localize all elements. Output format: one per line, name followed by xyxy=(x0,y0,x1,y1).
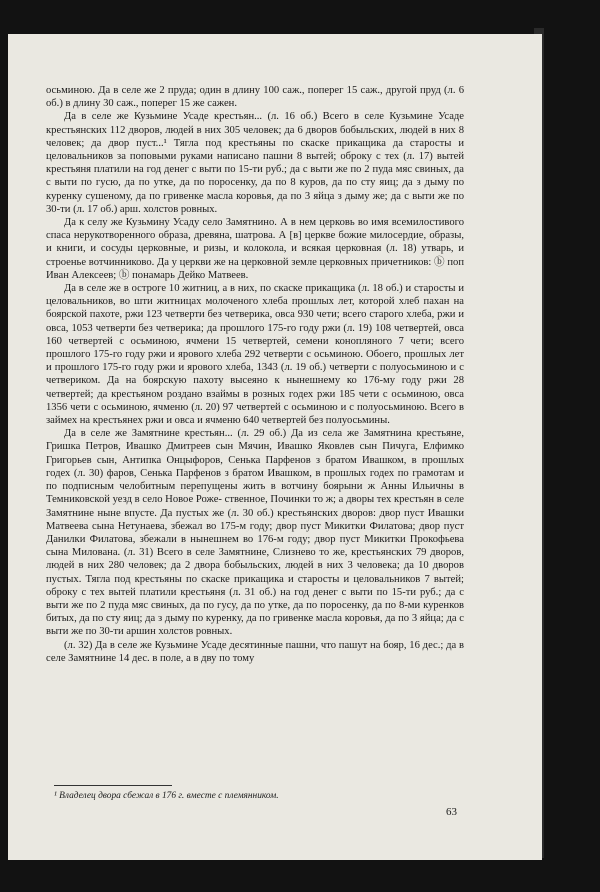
paragraph-6: (л. 32) Да в селе же Кузьмине Усаде десятинные пашни, что пашут на бояр, 16 дес.; да в селе Замятнине 14 дес. в поле, а в дву по тому xyxy=(46,639,464,664)
body-text xyxy=(46,84,464,665)
paragraph-1: осьминою. Да в селе же 2 пруда; один в длину 100 саж., поперег 15 саж., другой пруд (л. 6 об.) в длину 30 саж., поперег 15 же сажен. xyxy=(46,85,464,110)
paragraph-5: Да в селе же Замятнине крестьян... (л. 29 об.) Да из села же Замятнина крестьяне, Гришка Петров, Ивашко Дмитреев сын Мячин, Ивашко Яковлев сын Пичуга, Елфимко Григорьев сын, Антипка Онцыфоров, Сенька Парфенов з братом Ивашком, в прошлых годех (л. 30) фаров, Сенька Парфенов з братом Ивашком, в прошлых годех по грамотам и по подписным челобитным перепущены жить в вотчину боярыни ж Анны Ильичны в Темниковской уезд в село Новое Роже- ственное, Починки то ж; а дворы тех крестьян в селе Замятнине ныне впусте. Да пустых же (л. 30 об.) крестьянских дворов: двор пуст Ивашки Матвеева сына Нетунаева, збежал во 175-м году; двор пуст Микитки Филатова; двор пуст Данилки Филатова, збежали в нынешнем во 176-м году; двор пуст Микитки Прокофьева сына Милована. (л. 31) Всего в селе Замятнине, Слизнево то же, крестьянских 79 дворов, людей в них 280 человек; да 2 двора бобыльских, людей в них 3 человека; да 10 дворов пустых. Тягла под крестьяны по скаске прикащика и старосты и целовальников 7 вытей; оброку с тех вытей платили крестьяня (л. 31 об.) на год денег с выти по 15-ти руб.; да с выти же по 2 пуда мяс свиных, да по гусу, да по утке, да по поросенку, да по 8-ми куренков битых, да по сту яиц; да з дыму по куренку, да по гривенке масла коровья, да по 3 яйца; да с выти же по 30-ти аршин холстов ровных. xyxy=(46,428,464,638)
paragraph-3: Да к селу же Кузьмину Усаду село Замятнино. А в нем церковь во имя всемилостивого спаса нерукотворенного образа, древяна, шатрова. А [в] церкве божие милосердие, образы, и книги, и сосуды церковные, и ризы, и колокола, и всякая церковная (л. 18) утварь, и строенье вотчинниково. Да у церкви же на церковной земле церковных причетников: ⓑ поп Иван Алексеев; ⓑ понамарь Дейко Матвеев. xyxy=(46,217,464,281)
book-page xyxy=(8,34,542,860)
page-number: 63 xyxy=(446,806,457,818)
paragraph-4: Да в селе же в остроге 10 житниц, а в них, по скаске прикащика (л. 18 об.) и старосты и целовальников, во шти житницах молоченого хлеба прошлых лет, которой хлеб пахан на боярской пахоте, ржи 123 четверти без четверика, овса 930 чети; всего старого хлеба, ржи и овса, 1053 четверти без четверика; да прошлого 175-го году ржи (л. 19) 108 четвертей, овса 160 четвертей с осьминою, ячмени 15 четвертей, семени конопляного 7 чети; всего прошлого 175-го году ржи и ярового хлеба 292 четверти с осьминою. Обоего, прошлых лет и прошлого 175-го году ржи и ярового хлеба, 1343 (л. 19 об.) четверти с полуосьминою и с четвериком. Да на боярскую пахоту высеяно к нынешнему ко 176-му году ржи 28 четвертей; да крестьяном роздано взаймы в розных годех ржи 185 чети с осьминою, овса 1356 чети с осьминою, ячменю (л. 20) 97 четвертей с осьминою и с полуосьминою. Всего в займех на крестьянех ржи и овса и ячменю 640 четвертей без полуосьмины. xyxy=(46,283,464,427)
paragraph-2: Да в селе же Кузьмине Усаде крестьян... (л. 16 об.) Всего в селе Кузьмине Усаде крестьянских 112 дворов, людей в них 305 человек; да 6 дворов бобыльских, людей в них 8 человек; да двор пуст...¹ Тягла под крестьяны по скаске прикащика да старосты и целовальников за поповыми руками написано пашни 8 вытей; оброку с тех (л. 17) вытей крестьяня платили на год денег с выти по 15-ти руб.; да с выти же по 2 пуда мяс свиных, да с выти по гусю, да по утке, да по поросенку, да по 8 куров, да по сту яиц; да з дыму по куренку сушеному, да по гривенке масла коровья, да по 3 яйца з дыму же; да с выти же по 30-ти (л. 17 об.) арш. холстов ровных. xyxy=(46,111,464,215)
footnote-rule xyxy=(54,785,172,786)
footnote: ¹ Владелец двора сбежал в 176 г. вместе с племянником. xyxy=(54,791,279,801)
